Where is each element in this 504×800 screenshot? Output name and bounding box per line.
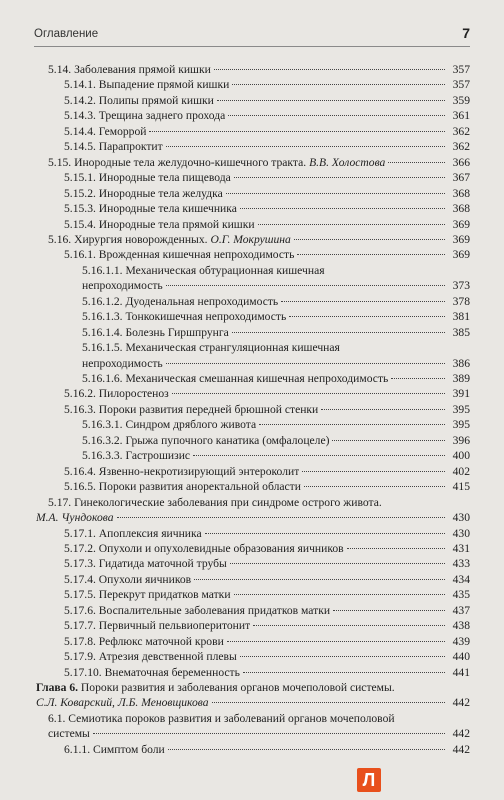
toc-page-number: 402 (452, 464, 470, 478)
toc-entry[interactable] (82, 294, 470, 309)
toc-entry-title: 5.17.3. Гидатида маточной трубы (64, 557, 227, 571)
toc-entry-title: 5.14.1. Выпадение прямой кишки (64, 78, 230, 92)
dot-leader (166, 363, 445, 364)
toc-page-number: 357 (452, 78, 470, 92)
dot-leader (347, 548, 445, 549)
toc-entry[interactable] (64, 170, 470, 185)
toc-entry-title (36, 695, 209, 710)
toc-entry-title: 5.15.3. Инородные тела кишечника (64, 202, 237, 216)
toc-page-number: 381 (452, 310, 470, 324)
toc-entry[interactable] (64, 603, 470, 618)
toc-entry[interactable] (64, 634, 470, 649)
toc-entry-title: системы (48, 727, 90, 741)
toc-entry[interactable] (64, 742, 470, 757)
publisher-logo-icon[interactable]: Л (357, 768, 381, 792)
toc-page-number: 442 (452, 727, 470, 741)
dot-leader (230, 563, 445, 564)
dot-leader (253, 625, 445, 626)
toc-entry[interactable] (64, 77, 470, 92)
toc-entry[interactable] (64, 217, 470, 232)
dot-leader (226, 193, 445, 194)
toc-entry[interactable] (48, 495, 470, 510)
toc-entry-author: М.А. Чундокова (36, 511, 114, 525)
header-title: Оглавление (34, 28, 99, 40)
toc-page-number: 367 (452, 171, 470, 185)
toc-page-number: 369 (452, 217, 470, 231)
toc-entry[interactable] (82, 433, 470, 448)
toc-entry[interactable] (82, 309, 470, 324)
dot-leader (281, 301, 445, 302)
toc-page-number: 373 (452, 279, 470, 293)
toc-entry-title: 5.16.3.2. Грыжа пупочного канатика (омфалоцеле) (82, 433, 330, 447)
toc-entry-title: 5.15.4. Инородные тела прямой кишки (64, 217, 255, 231)
toc-entry-title: 5.17. Гинекологические заболевания при синдроме острого живота. (48, 495, 382, 509)
toc-page-number: 378 (452, 294, 470, 308)
toc-page-number: 395 (452, 418, 470, 432)
dot-leader (391, 378, 445, 379)
toc-entry[interactable] (82, 325, 470, 340)
toc-entry[interactable] (82, 263, 470, 278)
toc-entry[interactable] (64, 618, 470, 633)
toc-entry-title: 5.16.1.4. Болезнь Гиршпрунга (82, 325, 229, 339)
toc-entry[interactable] (64, 93, 470, 108)
dot-leader (388, 162, 445, 163)
toc-entry[interactable] (64, 649, 470, 664)
toc-entry[interactable] (82, 356, 470, 371)
toc-entry-title: 5.16.3.1. Синдром дряблого живота (82, 418, 257, 432)
toc-entry-author: В.В. Холостова (309, 155, 386, 169)
chapter-label: Глава 6. (36, 681, 79, 694)
toc-page-number: 362 (452, 140, 470, 154)
toc-page-number: 441 (452, 665, 470, 679)
toc-entry[interactable] (64, 402, 470, 417)
dot-leader (240, 656, 445, 657)
toc-entry-title: 5.16.4. Язвенно-некротизирующий энтероколит (64, 464, 300, 478)
toc-entry-title: 5.16. Хирургия новорожденных. О.Г. Мокрушина (48, 232, 291, 246)
toc-page-number: 362 (452, 124, 470, 138)
dot-leader (193, 455, 445, 456)
toc-page-number: 430 (452, 511, 470, 525)
toc-entry-title: 5.17.6. Воспалительные заболевания придатков матки (64, 603, 331, 617)
toc-entry[interactable] (82, 278, 470, 293)
toc-entry[interactable] (82, 340, 470, 355)
toc-entry-title: 5.17.2. Опухоли и опухолевидные образования яичников (64, 541, 344, 555)
toc-page-number: 430 (452, 526, 470, 540)
dot-leader (232, 332, 445, 333)
toc-entry[interactable] (36, 510, 470, 525)
toc-entry[interactable] (82, 417, 470, 432)
toc-entry[interactable] (48, 726, 470, 741)
toc-entry[interactable] (48, 232, 470, 247)
toc-page-number: 438 (452, 619, 470, 633)
toc-entry-title: 5.14.2. Полипы прямой кишки (64, 93, 214, 107)
toc-entry-title: 5.17.8. Рефлюкс маточной крови (64, 634, 224, 648)
toc-entry-title: 5.17.5. Перекрут придатков матки (64, 588, 231, 602)
dot-leader (332, 440, 445, 441)
header-page-number: 7 (462, 25, 470, 41)
toc-entry-title: 5.15.2. Инородные тела желудка (64, 186, 223, 200)
toc-entry[interactable] (64, 587, 470, 602)
toc-entry-title (36, 510, 114, 525)
toc-entry[interactable] (36, 680, 470, 695)
toc-entry-title: 5.16.1.3. Тонкокишечная непроходимость (82, 310, 287, 324)
toc-entry[interactable] (64, 386, 470, 401)
dot-leader (172, 393, 445, 394)
toc-entry[interactable] (64, 247, 470, 262)
dot-leader (232, 84, 445, 85)
toc-entry-title: 5.15.1. Инородные тела пищевода (64, 171, 231, 185)
toc-page-number: 385 (452, 325, 470, 339)
toc-entry[interactable] (64, 201, 470, 216)
dot-leader (168, 749, 445, 750)
dot-leader (166, 285, 445, 286)
toc-page-number: 433 (452, 557, 470, 571)
dot-leader (258, 224, 445, 225)
toc-page-number: 368 (452, 186, 470, 200)
toc-page-number: 359 (452, 93, 470, 107)
toc-entry[interactable] (48, 155, 470, 170)
toc-entry[interactable] (64, 665, 470, 680)
dot-leader (321, 409, 445, 410)
toc-entry[interactable] (64, 464, 470, 479)
dot-leader (243, 672, 445, 673)
toc-entry[interactable] (36, 695, 470, 710)
toc-page-number: 395 (452, 402, 470, 416)
toc-entry[interactable] (64, 186, 470, 201)
toc-page-number: 435 (452, 588, 470, 602)
toc-entry[interactable] (82, 448, 470, 463)
toc-entry-title: непроходимость (82, 356, 163, 370)
dot-leader (227, 641, 445, 642)
toc-entry-title: 5.17.10. Внематочная беременность (64, 665, 240, 679)
toc-entry-title: 5.16.3.3. Гастрошизис (82, 449, 191, 463)
toc-entry-title: 5.14.4. Геморрой (64, 124, 147, 138)
toc-page-number: 366 (452, 155, 470, 169)
toc-entry[interactable] (64, 541, 470, 556)
toc-entry-title: 5.17.1. Апоплексия яичника (64, 526, 202, 540)
dot-leader (166, 146, 445, 147)
toc-entry-title: непроходимость (82, 279, 163, 293)
dot-leader (214, 69, 445, 70)
toc-page-number: 386 (452, 356, 470, 370)
dot-leader (194, 579, 445, 580)
dot-leader (212, 702, 445, 703)
toc-entry-title: 5.17.9. Атрезия девственной плевы (64, 650, 237, 664)
toc-entry[interactable] (64, 572, 470, 587)
dot-leader (149, 131, 445, 132)
toc-entry[interactable] (64, 526, 470, 541)
toc-entry-author: С.Л. Коварский, Л.Б. Меновщикова (36, 696, 209, 710)
toc-entry-title: 5.16.3. Пороки развития передней брюшной стенки (64, 402, 319, 416)
toc-entry-title: 5.16.1.5. Механическая странгуляционная кишечная (82, 341, 340, 355)
toc-entry-title: 5.16.5. Пороки развития аноректальной области (64, 480, 301, 494)
dot-leader (205, 533, 445, 534)
toc-entry-title: 5.17.7. Первичный пельвиоперитонит (64, 619, 251, 633)
dot-leader (117, 517, 445, 518)
toc-entry-title: 6.1. Семиотика пороков развития и заболеваний органов мочеполовой (48, 711, 395, 725)
toc-entry-title: 5.16.2. Пилоростеноз (64, 387, 169, 401)
toc-page-number: 442 (452, 742, 470, 756)
toc-page-number: 437 (452, 603, 470, 617)
dot-leader (234, 177, 445, 178)
page-header (34, 24, 470, 47)
toc-page-number: 431 (452, 541, 470, 555)
toc-entry-author: О.Г. Мокрушина (210, 232, 291, 246)
toc-entry-title: 5.15. Инородные тела желудочно-кишечного тракта. В.В. Холостова (48, 155, 386, 169)
toc-page-number: 389 (452, 372, 470, 385)
toc-entry[interactable] (64, 108, 470, 123)
dot-leader (240, 208, 445, 209)
toc-page-number: 391 (452, 387, 470, 401)
toc-entry-title: 5.14. Заболевания прямой кишки (48, 63, 211, 76)
toc-entry[interactable] (64, 124, 470, 139)
toc-entry-title: Глава 6. Пороки развития и заболевания органов мочеполовой системы. (36, 681, 395, 694)
dot-leader (333, 610, 445, 611)
toc-page-number: 361 (452, 109, 470, 123)
toc-page-number: 440 (452, 650, 470, 664)
toc-entry[interactable] (48, 62, 470, 77)
dot-leader (297, 254, 445, 255)
toc-entry-title: 5.16.1. Врожденная кишечная непроходимость (64, 248, 295, 262)
toc-entry-title: 5.16.1.1. Механическая обтурационная кишечная (82, 263, 325, 277)
toc-entry-title: 5.17.4. Опухоли яичников (64, 572, 192, 586)
dot-leader (228, 115, 445, 116)
dot-leader (217, 100, 445, 101)
dot-leader (259, 424, 445, 425)
toc-page-number: 396 (452, 433, 470, 447)
toc-entry-title: 5.16.1.6. Механическая смешанная кишечная непроходимость (82, 372, 389, 385)
dot-leader (294, 239, 445, 240)
dot-leader (304, 486, 445, 487)
toc-page-number: 369 (452, 232, 470, 246)
toc-page-number: 368 (452, 202, 470, 216)
toc-page-number: 439 (452, 634, 470, 648)
toc-page-number: 442 (452, 696, 470, 710)
dot-leader (289, 316, 445, 317)
toc-page-number: 400 (452, 449, 470, 463)
toc-page-number: 415 (452, 480, 470, 494)
toc-entry[interactable] (82, 371, 470, 386)
toc-entry-title: 5.14.3. Трещина заднего прохода (64, 109, 226, 123)
toc-page-number: 434 (452, 572, 470, 586)
toc-entry-title: 6.1.1. Симптом боли (64, 742, 165, 756)
toc-entry[interactable] (64, 479, 470, 494)
toc-entry[interactable] (64, 556, 470, 571)
toc-entry-title: 5.16.1.2. Дуоденальная непроходимость (82, 294, 279, 308)
toc-entry[interactable] (48, 711, 470, 726)
toc-page-number: 357 (452, 63, 470, 76)
toc-entry-title: 5.14.5. Парапроктит (64, 140, 163, 154)
toc-entry[interactable] (64, 139, 470, 154)
dot-leader (302, 471, 445, 472)
dot-leader (234, 594, 445, 595)
dot-leader (93, 733, 445, 734)
toc-page-number: 369 (452, 248, 470, 262)
